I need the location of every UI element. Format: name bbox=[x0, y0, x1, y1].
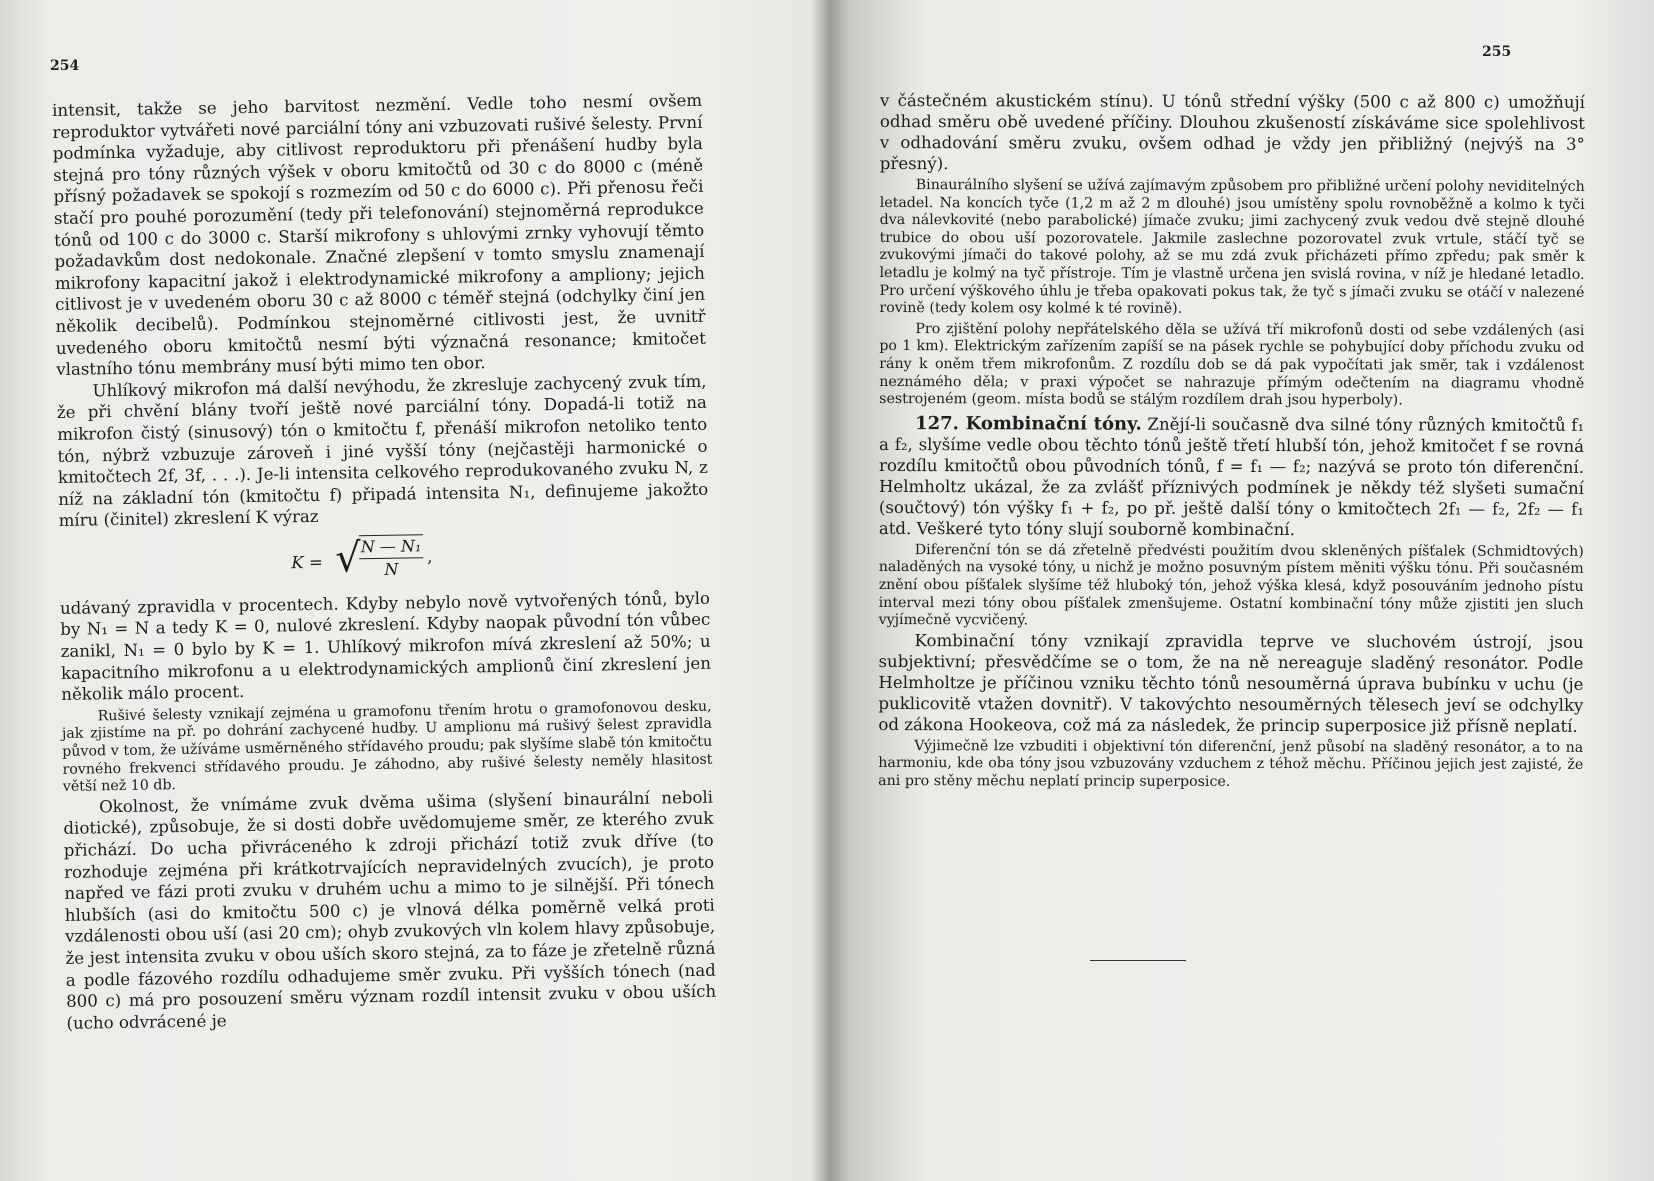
section-end-rule bbox=[1090, 960, 1186, 961]
formula-fraction bbox=[359, 534, 424, 581]
page-number: 254 bbox=[50, 58, 80, 74]
left-page-body bbox=[52, 90, 717, 1034]
paragraph: Okolnost, že vnímáme zvuk dvěma ušima (slyšení binaurální neboli diotické), způsobuje, že si dosti dobře uvědomujeme směr, ze kterého zvuk přichází. Do ucha přivráceného k zdroji přichází totiž zvuk dříve (to rozhoduje zejména při krátkotrvajících nepravidelných zvucích), je proto napřed ve fázi proti zvuku v druhém uchu a mimo to je silnější. Při tónech hlubších (asi do kmitočtu 500 c) je vlnová délka poměrně velká proti vzdálenosti obou uší (asi 20 cm); ohyb zvukových vln kolem hlavy způsobuje, že jest intensita zvuku v obou uších skoro stejná, za to fáze je zřetelně různá a podle fázového rozdílu odhadujeme směr zvuku. Při vyšších tónech (nad 800 c) má pro posouzení směru význam rozdíl intensit zvuku v obou uších (ucho odvrácené je bbox=[63, 787, 717, 1033]
paragraph: v částečném akustickém stínu). U tónů střední výšky (500 c až 800 c) umožňují odhad směru obě uvedené příčiny. Dlouhou zkušeností získáváme sice spolehlivost v odhadování směru zvuku, ovšem odhad je vždy jen přibližný (nejvýš na 3° přesný). bbox=[879, 91, 1585, 174]
right-page bbox=[820, 0, 1654, 1181]
section-paragraph bbox=[879, 413, 1584, 541]
paragraph: Uhlíkový mikrofon má další nevýhodu, že zkresluje zachycený zvuk tím, že při chvění blány tvoří ještě nové parciální tóny. Dopadá-li totiž na mikrofon čistý (sinusový) tón o kmitočtu f, přenáší mikrofon netoliko tento tón, nýbrž vzbuzuje zároveň i jiné vyšší tóny (nejčastěji harmonické o kmitočtech 2f, 3f, . . .). Je-li intensita celkového reprodukovaného zvuku N, z níž na základní tón (kmitočtu f) připadá intensita N₁, definujeme jakožto míru (činitel) zkreslení K výraz bbox=[56, 371, 709, 531]
formula-lhs: K = bbox=[291, 552, 324, 573]
small-note: Binaurálního slyšení se užívá zajímavým způsobem pro přibližné určení polohy neviditelných letadel. Na koncích tyče (1,2 m až 2 m dlouhé) jsou umístěny spolu rovnoběžně a kolmo k tyči dva nálevkovité (nebo parabolické) jímače zvuku; jimi zachycený zvuk vedou dvě stejně dlouhé trubice do obou uší pozorovatele. Jakmile zaslechne pozorovatel zvuk vrtule, stáčí tyč se zvukovými jímači do takové polohy, až se mu zdá zvuk přicházeti přímo zpředu; pak směr k letadlu je kolmý na tyč přístroje. Tím je vlastně určena jen svislá rovina, v níž je hledané letadlo. Pro určení výškového úhlu je třeba opakovati pokus tak, že tyč s jímači zvuku se otáčí v nalezené rovině (tedy kolem osy kolmé k té rovině). bbox=[879, 177, 1585, 317]
formula-trail: , bbox=[427, 546, 433, 567]
left-page bbox=[0, 0, 790, 1181]
section-heading: 127. Kombinační tóny. bbox=[915, 412, 1142, 435]
right-page-body bbox=[878, 90, 1585, 792]
sqrt-sign: √ bbox=[334, 535, 362, 582]
paragraph: intensit, takže se jeho barvitost nezmění. Vedle toho nesmí ovšem reproduktor vytvářeti nové parciální tóny ani vzbuzovati rušivé šelesty. První podmínka vyžaduje, aby citlivost reproduktoru při přenášení hudby byla stejná pro tóny různých výšek v oboru kmitočtů od 30 c do 8000 c (méně přísný požadavek se spokojí s rozmezím od 50 c do 6000 c). Při přenosu řeči stačí pro pouhé porozumění (tedy při telefonování) stejnoměrná reprodukce tónů od 100 c do 3000 c. Starší mikrofony s uhlovými zrnky vyhovují těmto požadavkům dost nedokonale. Značné zlepšení v tomto smyslu znamenají mikrofony kapacitní jakož i elektrodynamické mikrofony a ampliony; jejich citlivost je v uvedeném oboru 30 c až 8000 c téměř stejná (odchylky činí jen několik decibelů). Podmínkou stejnoměrné citlivosti jest, že uvnitř uvedeného oboru kmitočtů nesmí býti význačná resonance; kmitočet vlastního tónu membrány musí býti mimo ten obor. bbox=[52, 90, 706, 380]
section-text: Znějí-li současně dva silné tóny různých kmitočtů f₁ a f₂, slyšíme vedle obou těchto tónů ještě třetí hlubší tón, jehož kmitočet f se rovná rozdílu kmitočtů obou původních tónů, f = f₁ — f₂; nazývá se proto tón diferenční. Helmholtz ukázal, že za zvlášť příznivých podmínek je někdy též slyšeti sumační (součtový) tón výšky f₁ + f₂, po př. ještě další tóny o kmitočtech 2f₁ — f₂, 2f₂ — f₁ atd. Veškeré tyto tóny slují souborně kombinační. bbox=[878, 414, 1585, 539]
paragraph: Kombinační tóny vznikají zpravidla teprve ve sluchovém ústrojí, jsou subjektivní; přesvědčíme se o tom, že na ně nereaguje sladěný resonátor. Podle Helmholtze je příčinou vzniku těchto tónů nesouměrná úprava bubínku v uchu (je puklicovitě vtažen dovnitř). V takovýchto nesouměrných tělesech jeví se odchylky od zákona Hookeova, což má za následek, že princip superposice již přísně neplatí. bbox=[878, 630, 1584, 736]
distortion-formula bbox=[59, 528, 710, 592]
formula-numerator: N — N₁ bbox=[359, 535, 423, 559]
paragraph: udávaný zpravidla v procentech. Kdyby nebylo nově vytvořených tónů, bylo by N₁ = N a tedy K = 0, nulové zkreslení. Kdyby naopak původní tón vůbec zanikl, N₁ = 0 bylo by K = 1. Uhlíkový mikrofon mívá zkreslení až 50%; u kapacitního mikrofonu a u elektrodynamických amplionů činí zkreslení jen několik málo procent. bbox=[59, 588, 712, 705]
small-note: Pro zjištění polohy nepřátelského děla se užívá tří mikrofonů dosti od sebe vzdálených (asi po 1 km). Elektrickým zařízením zapíší se na pásek rychle se pohybující doby příchodu zvuku od rány k oněm třem mikrofonům. Z rozdílu dob se dá pak vypočítati jak směr, tak i vzdálenost neznámého děla; v praxi výpočet se nahrazuje přímým odečtením na diagramu vhodně sestrojeném (geom. místa bodů se stálým rozdílem drah jsou hyperboly). bbox=[879, 320, 1585, 409]
formula-denominator: N bbox=[384, 559, 399, 579]
small-note: Výjimečně lze vzbuditi i objektivní tón diferenční, jenž působí na sladěný resonátor, a to na harmoniu, kde oba tóny jsou vzbuzovány vzduchem z téhož měchu. Příčinou jejich jest zajisté, že ani pro stěny měchu neplatí princip superposice. bbox=[878, 737, 1584, 790]
page-number: 255 bbox=[1482, 44, 1512, 60]
small-note: Diferenční tón se dá zřetelně předvésti použitím dvou skleněných píšťalek (Schmidtových) naladěných na vysoké tóny, u nichž je možno posuvným pístem měniti výšku tónu. Při současném znění obou píšťalek slyšíme též hluboký tón, jehož výška klesá, když posouváním jednoho pístu interval mezi tóny obou píšťalek zmenšujeme. Ostatní kombinační tóny může zjistiti jen sluch vyjímečně vycvičený. bbox=[878, 541, 1584, 629]
small-note: Rušivé šelesty vznikají zejména u gramofonu třením hrotu o gramofonovou desku, jak zjistíme na př. po dohrání zachycené hudby. U amplionu má rušivý šelest zpravidla původ v tom, že užíváme usměrněného střídavého proudu; pak slyšíme slabě tón kmitočtu rovného frekvenci střídavého proudu. Je záhodno, aby rušivé šelesty neměly hlasitost větší než 10 db. bbox=[61, 698, 713, 796]
